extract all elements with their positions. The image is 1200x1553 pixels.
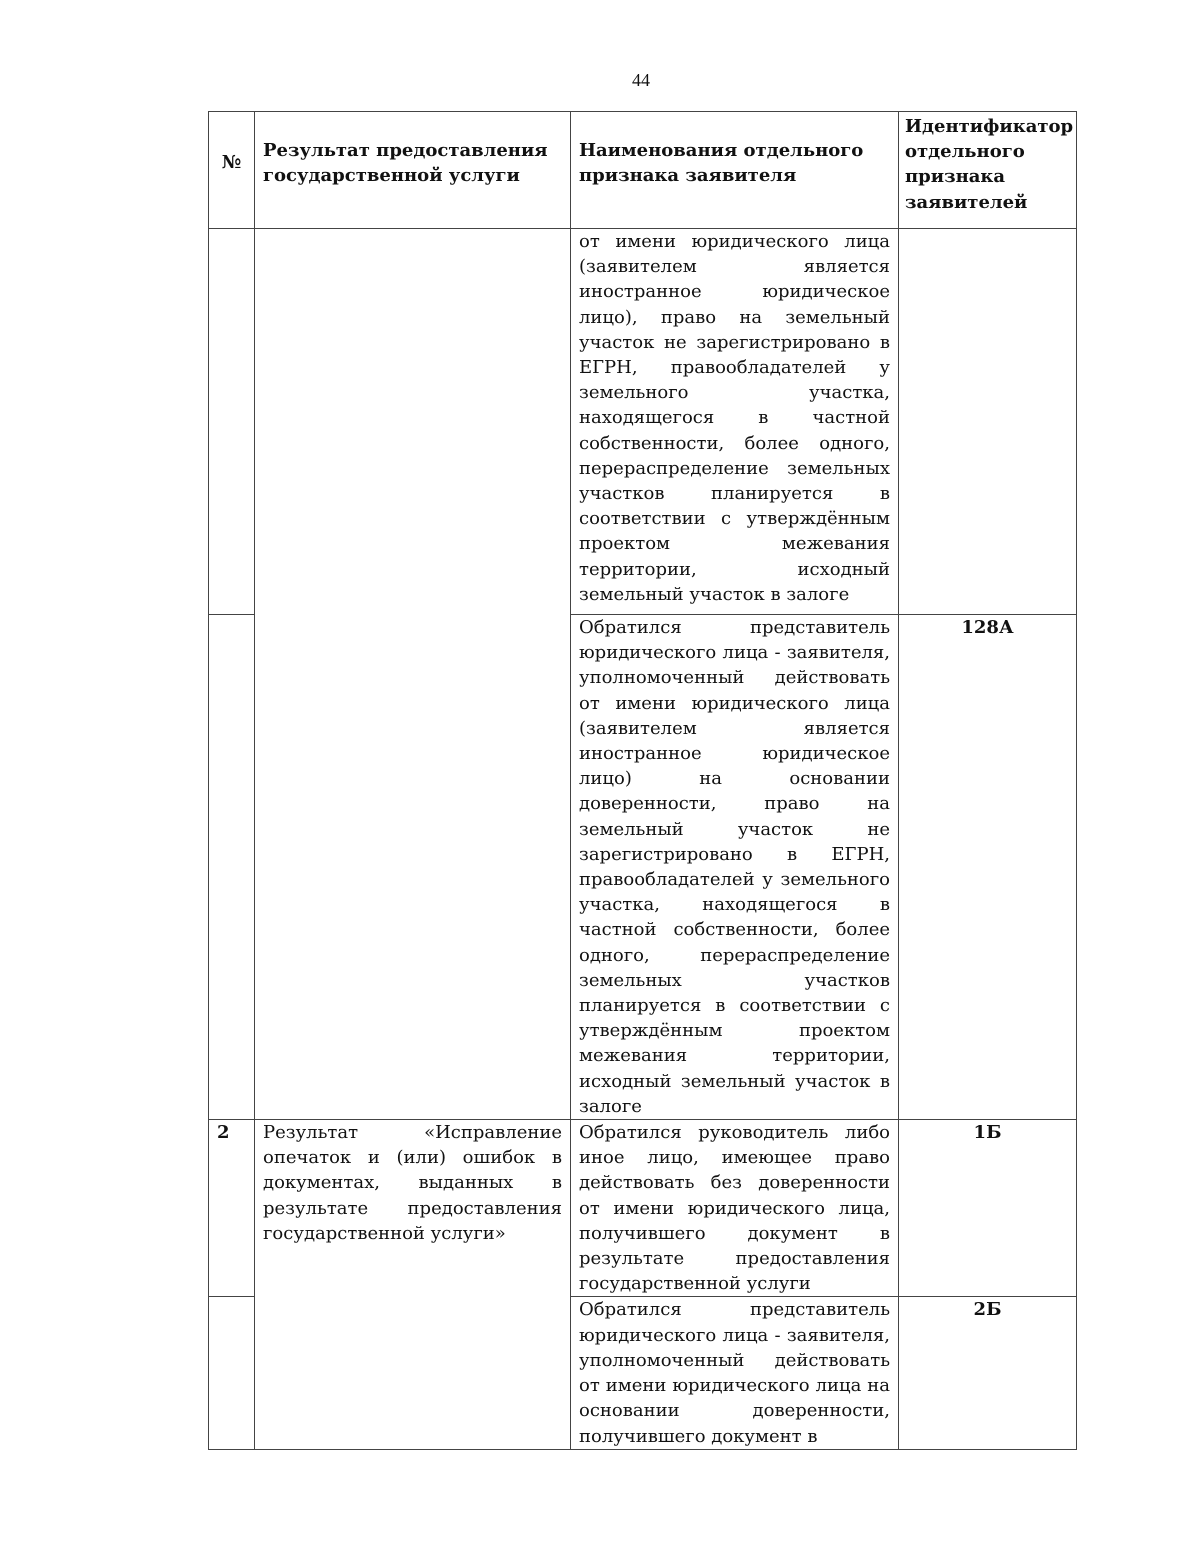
row-feature: Обратился представитель юридического лица - заявителя, уполномоченный действовать от имени юридического лица на основании доверенности, получившего документ в [571, 1297, 899, 1449]
row-feature: Обратился руководитель либо иное лицо, имеющее право действовать без доверенности от имени юридического лица, получившего документ в результате предоставления государственной услуги [571, 1120, 899, 1297]
table-row [209, 1120, 1077, 1297]
header-identifier: Идентификатор отдельного признака заявителей [899, 112, 1077, 229]
table-row [209, 229, 1077, 615]
page-number: 44 [632, 70, 650, 90]
row-number [209, 229, 255, 615]
table-body [209, 229, 1077, 1450]
row-number [209, 615, 255, 1120]
row-identifier: 128А [899, 615, 1077, 1120]
row-feature: Обратился представитель юридического лица - заявителя, уполномоченный действовать от имени юридического лица (заявителем является иностранное юридическое лицо) на основании доверенности, право на земельный участок не зарегистрировано в ЕГРН, правообладателей у земельного участка, находящегося в частной собственности, более одного, перераспределение земельных участков планируется в соответствии с утверждённым проектом межевания территории, исходный земельный участок в залоге [571, 615, 899, 1120]
row-identifier [899, 229, 1077, 615]
row-identifier: 2Б [899, 1297, 1077, 1449]
table-header [209, 112, 1077, 229]
row-number: 2 [209, 1120, 255, 1297]
row-feature: от имени юридического лица (заявителем является иностранное юридическое лицо), право на земельный участок не зарегистрировано в ЕГРН, правообладателей у земельного участка, находящегося в частной собственности, более одного, перераспределение земельных участков планируется в соответствии с утверждённым проектом межевания территории, исходный земельный участок в залоге [571, 229, 899, 615]
header-result: Результат предоставления государственной услуги [255, 112, 571, 229]
row-result [255, 229, 571, 1120]
applicant-features-table [208, 111, 1077, 1450]
header-number: № [209, 112, 255, 229]
header-feature: Наименования отдельного признака заявителя [571, 112, 899, 229]
header-row [209, 112, 1077, 229]
row-result: Результат «Исправление опечаток и (или) ошибок в документах, выданных в результате предоставления государственной услуги» [255, 1120, 571, 1450]
row-number [209, 1297, 255, 1449]
row-identifier: 1Б [899, 1120, 1077, 1297]
